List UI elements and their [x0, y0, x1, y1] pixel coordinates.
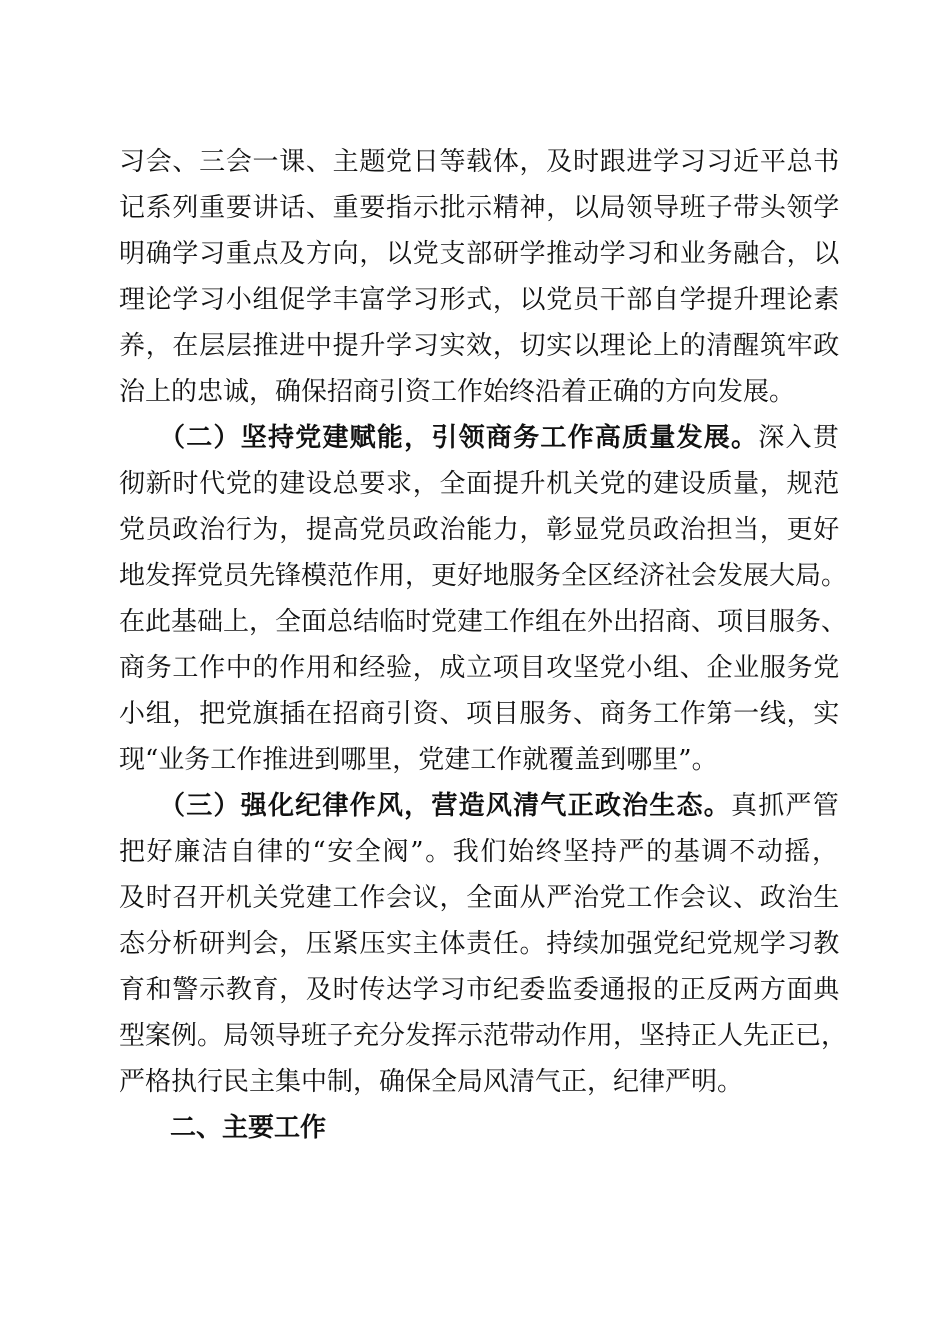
paragraph-line: 小组，把党旗插在招商引资、项目服务、商务工作第一线，实 — [119, 699, 841, 729]
paragraph-line: 明确学习重点及方向，以党支部研学推动学习和业务融合，以 — [119, 239, 841, 269]
paragraph-text: 深入贯 — [758, 423, 841, 453]
paragraph-line: 现“业务工作推进到哪里，党建工作就覆盖到哪里”。 — [119, 745, 718, 775]
paragraph-heading: （三）强化纪律作风，营造风清气正政治生态。 — [159, 791, 732, 821]
paragraph-first-line — [159, 422, 840, 454]
paragraph-line: 理论学习小组促学丰富学习形式，以党员干部自学提升理论素 — [119, 285, 841, 315]
paragraph-line: 型案例。局领导班子充分发挥示范带动作用，坚持正人先正已， — [119, 1021, 848, 1051]
paragraph-first-line — [159, 790, 840, 822]
paragraph-text: 真抓严管 — [731, 791, 841, 821]
paragraph-line: 严格执行民主集中制，确保全局风清气正，纪律严明。 — [119, 1067, 744, 1097]
paragraph-line: 记系列重要讲话、重要指示批示精神，以局领导班子带头领学 — [119, 193, 841, 223]
paragraph-line: 态分析研判会，压紧压实主体责任。持续加强党纪党规学习教 — [119, 929, 841, 959]
paragraph-line: 彻新时代党的建设总要求，全面提升机关党的建设质量，规范 — [119, 469, 841, 499]
paragraph-line: 商务工作中的作用和经验，成立项目攻坚党小组、企业服务党 — [119, 653, 841, 683]
paragraph-heading: （二）坚持党建赋能，引领商务工作高质量发展。 — [159, 423, 759, 453]
paragraph-line: 养，在层层推进中提升学习实效，切实以理论上的清醒筑牢政 — [119, 331, 841, 361]
paragraph-line: 在此基础上，全面总结临时党建工作组在外出招商、项目服务、 — [119, 607, 848, 637]
paragraph-line: 地发挥党员先锋模范作用，更好地服务全区经济社会发展大局。 — [119, 561, 848, 591]
paragraph-line: 党员政治行为，提高党员政治能力，彰显党员政治担当，更好 — [119, 515, 841, 545]
paragraph-line: 把好廉洁自律的“安全阀”。我们始终坚持严的基调不动摇， — [119, 837, 840, 867]
paragraph-line: 习会、三会一课、主题党日等载体，及时跟进学习习近平总书 — [119, 147, 841, 177]
paragraph-line: 及时召开机关党建工作会议，全面从严治党工作会议、政治生 — [119, 883, 841, 913]
paragraph-line: 治上的忠诚，确保招商引资工作始终沿着正确的方向发展。 — [119, 377, 796, 407]
paragraph-line: 育和警示教育，及时传达学习市纪委监委通报的正反两方面典 — [119, 975, 841, 1005]
section-heading: 二、主要工作 — [170, 1113, 327, 1143]
